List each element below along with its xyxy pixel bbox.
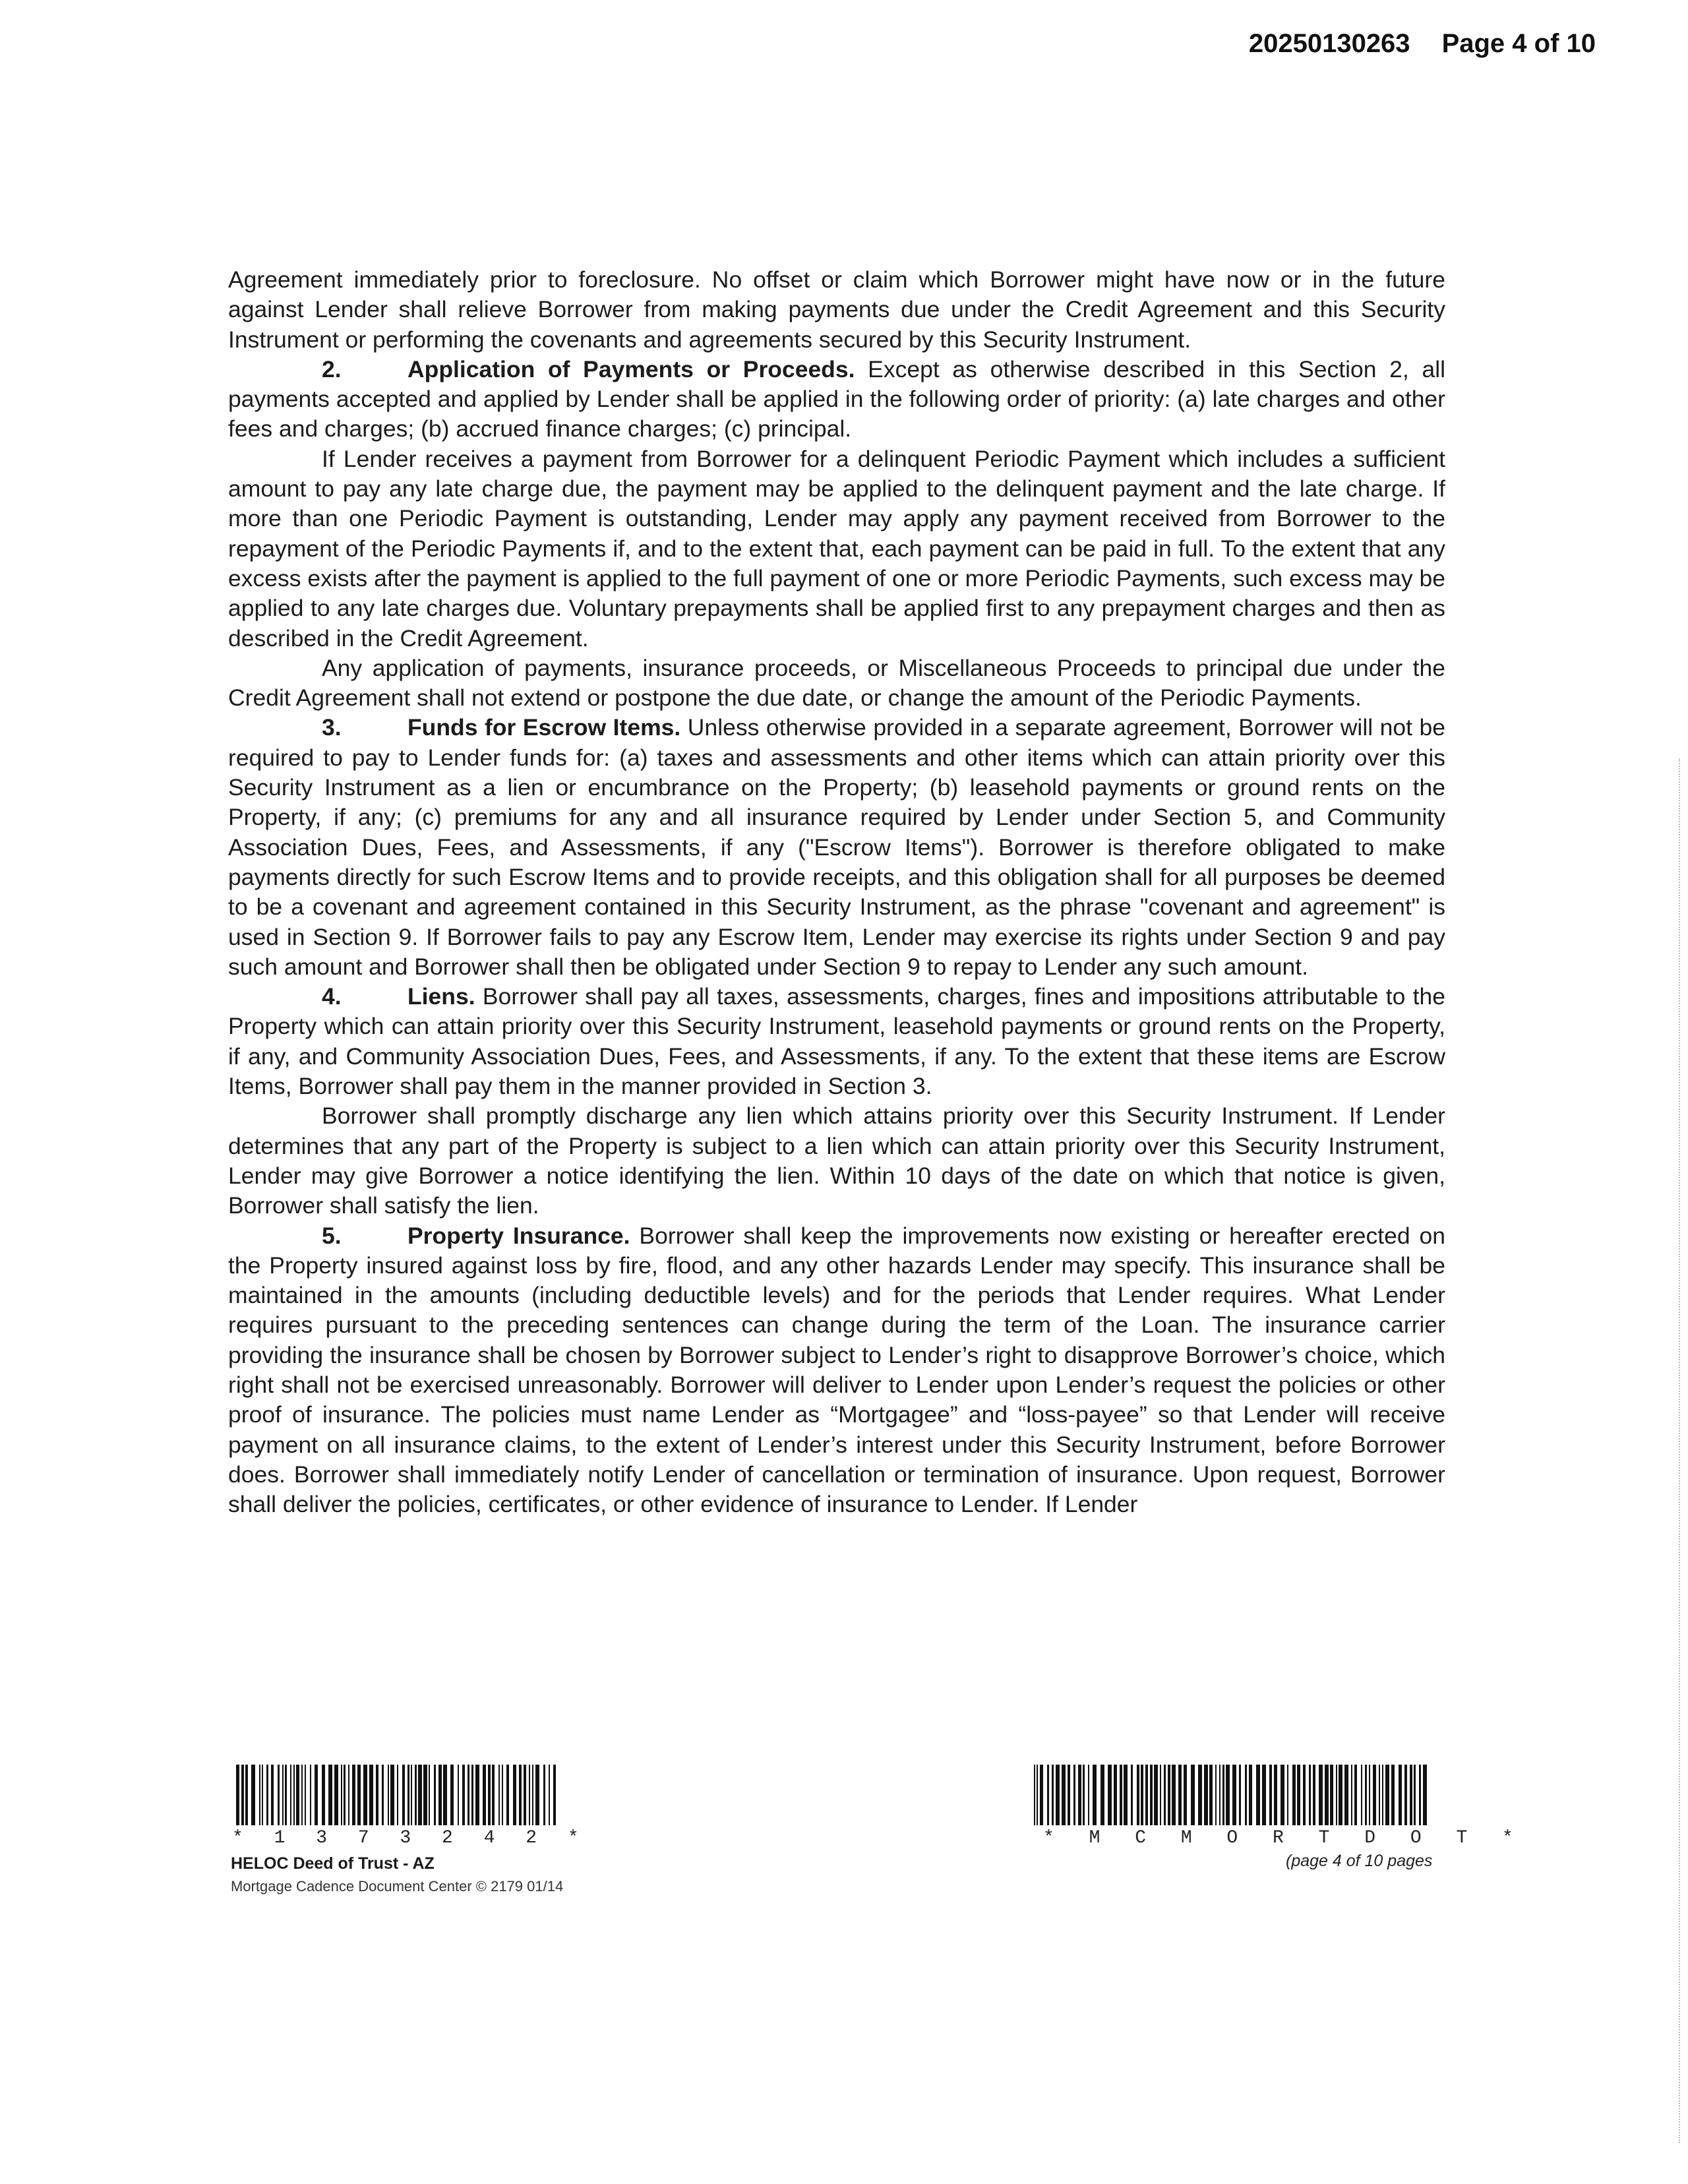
barcode-bar [483,1765,486,1825]
barcode-bar [513,1765,516,1825]
page-indicator: Page 4 of 10 [1441,29,1596,58]
barcode-bar [328,1765,332,1825]
barcode-bar [1141,1765,1143,1825]
barcode-bar [305,1765,306,1825]
barcode-bar [1274,1765,1277,1825]
barcode-bar [322,1765,325,1825]
section-4-liens: 4. Liens. Borrower shall pay all taxes, assessments, charges, fines and impositions attributable to the Property which can attain priority over this Security Instrument, leasehold payments or ground rents on the Property, if any, and Community Association Dues, Fees, and Assessments, if any. To the extent that these items are Escrow Items, Borrower shall pay them in the manner provided in Section 3. [228,983,1445,1100]
barcode-bar [462,1765,465,1825]
barcode-bar [535,1765,539,1825]
barcode-bar [1083,1765,1085,1825]
barcode-bar [1204,1765,1208,1825]
barcode-bar [301,1765,303,1825]
barcode-bar [429,1765,430,1825]
section-5-property-insurance: 5. Property Insurance. Borrower shall keep the improvements now existing or hereafter erected on the Property insured against loss by fire, flood, and any other hazards Lender may specify. This insurance shall be maintained in the amounts (including deductible levels) and for the periods that Lender requires. What Lender requires pursuant to the preceding sentences can change during the term of the Loan. The insurance carrier providing the insurance shall be chosen by Borrower subject to Lender’s right to disapprove Borrower’s choice, which right shall not be exercised unreasonably. Borrower will deliver to Lender upon Lender’s request the policies or other proof of insurance. The policies must name Lender as “Mortgagee” and “loss-payee” so that Lender will receive payment on all insurance claims, to the extent of Lender’s interest under this Security Instrument, before Borrower does. Borrower shall immediately notify Lender of cancellation or termination of insurance. Upon request, Borrower shall deliver the policies, certificates, or other evidence of insurance to Lender. If Lender [228,1222,1445,1518]
paragraph-application-of-proceeds: Any application of payments, insurance proceeds, or Miscellaneous Proceeds to principal due under the Credit Agreement shall not extend or postpone the due date, or change the amount of the Periodic Payments. [228,654,1445,712]
barcode-bar [467,1765,469,1825]
barcode-bar [407,1765,409,1825]
barcode-bar [390,1765,394,1825]
barcode-bar [549,1765,550,1825]
barcode-bar [1062,1765,1066,1825]
barcode-bar [1114,1765,1117,1825]
barcode-bar [1404,1765,1407,1825]
barcode-bar [1172,1765,1176,1825]
barcode-bar [1178,1765,1182,1825]
section-title: Liens. [407,983,475,1010]
barcode-bar [1108,1765,1112,1825]
barcode-bar [519,1765,522,1825]
barcode-bar [488,1765,491,1825]
barcode-bar [1191,1765,1195,1825]
barcode-bar [450,1765,454,1825]
barcode-bar [1215,1765,1217,1825]
barcode-bar [1287,1765,1288,1825]
barcode-bar [492,1765,495,1825]
barcode-bar [475,1765,479,1825]
barcode-bar [1330,1765,1333,1825]
barcode-bar [411,1765,412,1825]
barcode-bar [1226,1765,1230,1825]
barcode-bar [1269,1765,1272,1825]
barcode-bar [423,1765,427,1825]
barcode-bar [290,1765,291,1825]
barcode-bar [1150,1765,1153,1825]
barcode-bar [282,1765,284,1825]
barcode-bar [1309,1765,1311,1825]
section-3-escrow-items: 3. Funds for Escrow Items. Unless otherwise provided in a separate agreement, Borrower will not be required to pay to Lender funds for: (a) taxes and assessments and other items which can attain priority over this Security Instrument as a lien or encumbrance on the Property; (b) leasehold payments or ground rents on the Property, if any; (c) premiums for any and all insurance required by Lender under Section 5, and Community Association Dues, Fees, and Assessments, if any ("Escrow Items"). Borrower is therefore obligated to make payments directly for such Escrow Items and to provide receipts, and this obligation shall for all purposes be deemed to be a covenant and agreement contained in this Security Instrument, as the phrase "covenant and agreement" is used in Section 9. If Borrower fails to pay any Escrow Item, Lender may exercise its rights under Section 9 and pay such amount and Borrower shall then be obligated under Section 9 to repay to Lender any such amount. [228,714,1445,980]
barcode-bar [1281,1765,1284,1825]
barcode-bar [1047,1765,1049,1825]
barcode-bar [376,1765,378,1825]
barcode-bar [1292,1765,1296,1825]
section-title: Funds for Escrow Items. [407,714,681,741]
barcode-right [1034,1765,1428,1825]
barcode-bar [498,1765,500,1825]
barcode-bar [543,1765,545,1825]
barcode-bar [415,1765,417,1825]
barcode-bar [1137,1765,1139,1825]
barcode-bar [1068,1765,1070,1825]
barcode-bar [458,1765,459,1825]
barcode-bar [1391,1765,1395,1825]
barcode-bar [310,1765,311,1825]
barcode-bar [1198,1765,1202,1825]
barcode-bar [341,1765,342,1825]
barcode-bar [357,1765,361,1825]
barcode-bar [502,1765,503,1825]
barcode-bar [1365,1765,1367,1825]
section-title: Property Insurance. [407,1222,630,1249]
scan-edge-artifact [1679,758,1682,2143]
barcode-bar [1354,1765,1357,1825]
paragraph-continuation: Agreement immediately prior to foreclosure. No offset or claim which Borrower might have now or in the future against Lender shall relieve Borrower from making payments due under the Credit Agreement and this Security Instrument or performing the covenants and agreements secured by this Security Instrument. [228,266,1445,353]
barcode-bar [1336,1765,1337,1825]
barcode-bar [259,1765,260,1825]
barcode-bar [532,1765,533,1825]
barcode-bar [1297,1765,1300,1825]
barcode-bar [529,1765,530,1825]
barcode-bar [1164,1765,1166,1825]
barcode-bar [369,1765,373,1825]
barcode-bar [402,1765,405,1825]
barcode-bar [1184,1765,1187,1825]
barcode-bar [1088,1765,1089,1825]
barcode-bar [1154,1765,1158,1825]
barcode-bar [334,1765,338,1825]
barcode-bar [348,1765,349,1825]
barcode-bar [1399,1765,1402,1825]
barcode-bar [388,1765,389,1825]
barcode-bar [1219,1765,1221,1825]
barcode-bar [278,1765,280,1825]
barcode-left-graphic [236,1765,558,1825]
barcode-bar [1078,1765,1081,1825]
barcode-bar [1222,1765,1224,1825]
barcode-bar [1379,1765,1380,1825]
barcode-bar [1344,1765,1348,1825]
barcode-bar [363,1765,367,1825]
page-header [1249,29,1596,59]
barcode-bar [352,1765,355,1825]
section-2-application-of-payments: 2. Application of Payments or Proceeds. Except as otherwise described in this Section 2, all payments accepted and applied by Lender shall be applied in the following order of priority: (a) late charges and other fees and charges; (b) accrued finance charges; (c) principal. [228,355,1446,442]
barcode-bar [245,1765,248,1825]
page-note: (page 4 of 10 pages [1286,1852,1433,1870]
barcode-bar [1385,1765,1389,1825]
barcode-bar [1414,1765,1416,1825]
barcode-bar [1423,1765,1427,1825]
barcode-bar [1382,1765,1383,1825]
barcode-bar [1232,1765,1236,1825]
paragraph-discharge-lien: Borrower shall promptly discharge any lien which attains priority over this Security Instrument. If Lender determines that any part of the Property is subject to a lien which can attain priority over this Security Instrument, Lender may give Borrower a notice identifying the lien. Within 10 days of the date on which that notice is given, Borrower shall satisfy the lien. [228,1103,1445,1219]
barcode-bar [1245,1765,1247,1825]
paragraph-delinquent-payments: If Lender receives a payment from Borrower for a delinquent Periodic Payment which includes a sufficient amount to pay any late charge due, the payment may be applied to the delinquent payment and the late charge. If more than one Periodic Payment is outstanding, Lender may apply any payment received from Borrower to the repayment of the Periodic Payments if, and to the extent that, each payment can be paid in full. To the extent that any excess exists after the payment is applied to the full payment of one or more Periodic Payments, such excess may be applied to any late charges due. Voluntary prepayments shall be applied first to any prepayment charges and then as described in the Credit Agreement. [228,445,1445,652]
barcode-bar [1351,1765,1352,1825]
barcode-bar [438,1765,442,1825]
barcode-bar [344,1765,346,1825]
barcode-bar [1325,1765,1329,1825]
barcode-bar [434,1765,436,1825]
barcode-left [236,1765,558,1825]
barcode-bar [1040,1765,1043,1825]
barcode-bar [1037,1765,1038,1825]
barcode-bar [1369,1765,1370,1825]
barcode-bar [1131,1765,1133,1825]
barcode-bar [1052,1765,1054,1825]
barcode-bar [296,1765,299,1825]
barcode-bar [241,1765,244,1825]
barcode-bar [262,1765,263,1825]
barcode-bar [1256,1765,1260,1825]
barcode-bar [1373,1765,1376,1825]
barcode-bar [1361,1765,1362,1825]
section-title: Application of Payments or Proceeds. [407,355,855,382]
barcode-bar [293,1765,295,1825]
barcode-bar [1303,1765,1306,1825]
barcode-bar [443,1765,447,1825]
barcode-bar [1319,1765,1323,1825]
barcode-bar [251,1765,255,1825]
barcode-bar [1100,1765,1104,1825]
barcode-bar [1160,1765,1161,1825]
barcode-bar [1410,1765,1412,1825]
form-title: HELOC Deed of Trust - AZ [231,1854,435,1873]
barcode-right-text: * M C M O R T D O T * [1043,1828,1525,1848]
document-number: 20250130263 [1248,29,1410,58]
barcode-bar [1120,1765,1122,1825]
barcode-bar [553,1765,556,1825]
barcode-bar [1056,1765,1060,1825]
barcode-bar [1034,1765,1035,1825]
barcode-bar [236,1765,239,1825]
barcode-bar [471,1765,473,1825]
barcode-bar [1093,1765,1097,1825]
barcode-bar [1262,1765,1266,1825]
barcode-bar [397,1765,398,1825]
barcode-right-graphic [1034,1765,1428,1825]
form-subtitle: Mortgage Cadence Document Center © 2179 01/14 [231,1878,564,1895]
barcode-left-text: * 1 3 7 3 2 4 2 * [232,1828,589,1848]
barcode-bar [1073,1765,1075,1825]
barcode-bar [506,1765,509,1825]
barcode-bar [1249,1765,1252,1825]
barcode-bar [271,1765,274,1825]
barcode-bar [1124,1765,1128,1825]
barcode-bar [1168,1765,1170,1825]
barcode-bar [1145,1765,1148,1825]
barcode-bar [418,1765,422,1825]
barcode-bar [315,1765,318,1825]
barcode-bar [524,1765,526,1825]
barcode-bar [285,1765,287,1825]
barcode-bar [382,1765,384,1825]
barcode-bar [1209,1765,1213,1825]
barcode-bar [1239,1765,1241,1825]
document-body [228,265,1445,1519]
barcode-bar [1313,1765,1315,1825]
barcode-bar [266,1765,268,1825]
barcode-bar [1419,1765,1421,1825]
barcode-bar [1339,1765,1342,1825]
